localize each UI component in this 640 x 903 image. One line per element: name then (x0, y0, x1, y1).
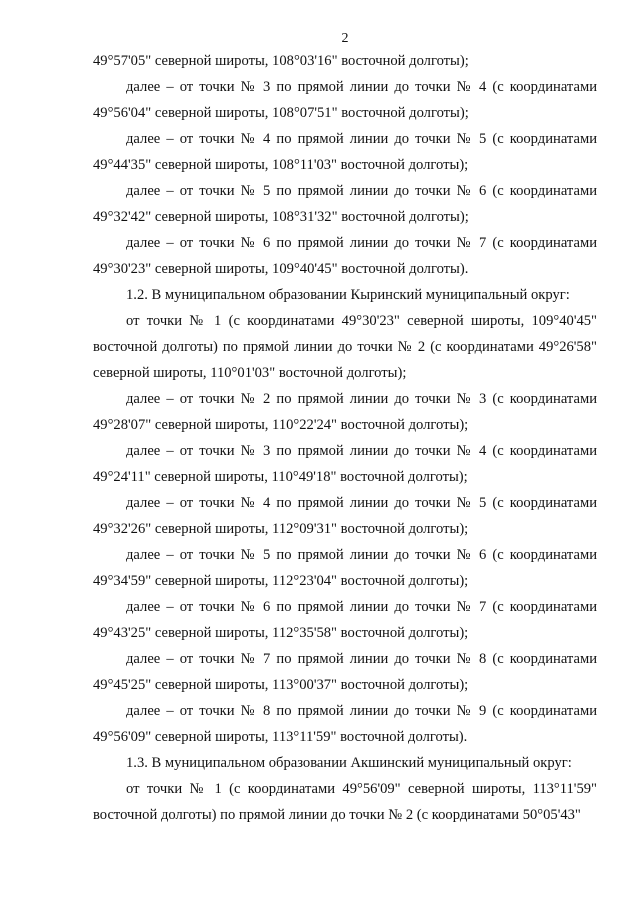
paragraph-segment-1-2: от точки № 1 (с координатами 49°30'23" северной широты, 109°40'45" восточной долготы) по прямой линии до точки № 2 (с координатами 49°26'58" северной широты, 110°01'03" восточной долготы); (93, 313, 597, 381)
document-body (93, 48, 597, 828)
paragraph-segment-6-7: далее – от точки № 6 по прямой линии до точки № 7 (с координатами 49°30'23" северной широты, 109°40'45" восточной долготы). (93, 235, 597, 277)
paragraph-segment-8-9: далее – от точки № 8 по прямой линии до точки № 9 (с координатами 49°56'09" северной широты, 113°11'59" восточной долготы). (93, 703, 597, 745)
section-heading-1-3: 1.3. В муниципальном образовании Акшинский муниципальный округ: (126, 755, 572, 771)
paragraph-segment-6-7: далее – от точки № 6 по прямой линии до точки № 7 (с координатами 49°43'25" северной широты, 112°35'58" восточной долготы); (93, 599, 597, 641)
paragraph-segment-5-6: далее – от точки № 5 по прямой линии до точки № 6 (с координатами 49°34'59" северной широты, 112°23'04" восточной долготы); (93, 547, 597, 589)
paragraph-segment-1-2: от точки № 1 (с координатами 49°56'09" северной широты, 113°11'59" восточной долготы) по прямой линии до точки № 2 (с координатами 50°05'43" (93, 781, 597, 823)
paragraph-segment-2-3: далее – от точки № 2 по прямой линии до точки № 3 (с координатами 49°28'07" северной широты, 110°22'24" восточной долготы); (93, 391, 597, 433)
paragraph-segment-5-6: далее – от точки № 5 по прямой линии до точки № 6 (с координатами 49°32'42" северной широты, 108°31'32" восточной долготы); (93, 183, 597, 225)
paragraph-segment-4-5: далее – от точки № 4 по прямой линии до точки № 5 (с координатами 49°32'26" северной широты, 112°09'31" восточной долготы); (93, 495, 597, 537)
paragraph-segment-3-4: далее – от точки № 3 по прямой линии до точки № 4 (с координатами 49°56'04" северной широты, 108°07'51" восточной долготы); (93, 79, 597, 121)
paragraph-segment-7-8: далее – от точки № 7 по прямой линии до точки № 8 (с координатами 49°45'25" северной широты, 113°00'37" восточной долготы); (93, 651, 597, 693)
paragraph-continued-coordinates: 49°57'05" северной широты, 108°03'16" восточной долготы); (93, 53, 469, 69)
page-number: 2 (341, 31, 349, 46)
section-heading-1-2: 1.2. В муниципальном образовании Кыринский муниципальный округ: (126, 287, 570, 303)
paragraph-segment-4-5: далее – от точки № 4 по прямой линии до точки № 5 (с координатами 49°44'35" северной широты, 108°11'03" восточной долготы); (93, 131, 597, 173)
paragraph-segment-3-4: далее – от точки № 3 по прямой линии до точки № 4 (с координатами 49°24'11" северной широты, 110°49'18" восточной долготы); (93, 443, 597, 485)
